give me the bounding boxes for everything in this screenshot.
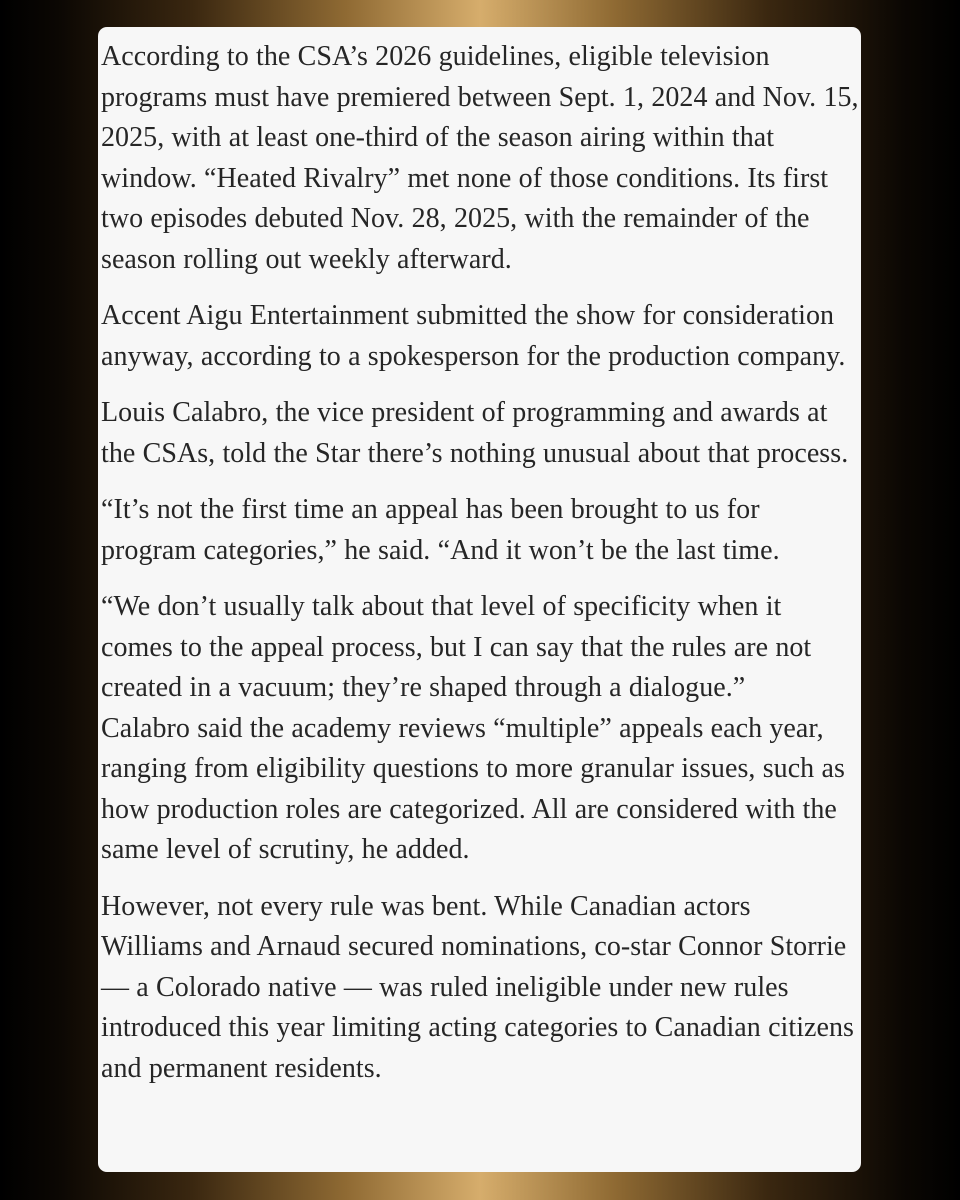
paragraph-appeal-quote: “It’s not the first time an appeal has been brought to us for program categories,” he said. “And it won’t be the last time. [101, 494, 780, 566]
paragraph-specificity-quote: “We don’t usually talk about that level of specificity when it comes to the appeal process, but I can say that the rules are not created in a vacuum; they’re shaped through a dialogue.” [101, 591, 812, 703]
paragraph-calabro-intro: Louis Calabro, the vice president of programming and awards at the CSAs, told the Star there’s nothing unusual about that process. [101, 397, 849, 469]
paragraph-multiple-appeals: Calabro said the academy reviews “multiple” appeals each year, ranging from eligibility questions to more granular issues, such as how production roles are categorized. All are considered with the same level of scrutiny, he added. [101, 712, 845, 865]
paragraph-submission: Accent Aigu Entertainment submitted the show for consideration anyway, according to a spokesperson for the production company. [101, 300, 846, 372]
paragraph-eligibility-guidelines: According to the CSA’s 2026 guidelines, eligible television programs must have premiered between Sept. 1, 2024 and Nov. 15, 2025, with at least one-third of the season airing within that window. “Heated Rivalry” met none of those conditions. Its first two episodes debuted Nov. 28, 2025, with the remainder of the season rolling out weekly afterward. [101, 41, 859, 275]
article-card [98, 27, 861, 1172]
paragraph-ineligible-actor: However, not every rule was bent. While Canadian actors Williams and Arnaud secured nominations, co-star Connor Storrie — a Colorado native — was ruled ineligible under new rules introduced this year limiting acting categories to Canadian citizens and permanent residents. [101, 890, 854, 1084]
